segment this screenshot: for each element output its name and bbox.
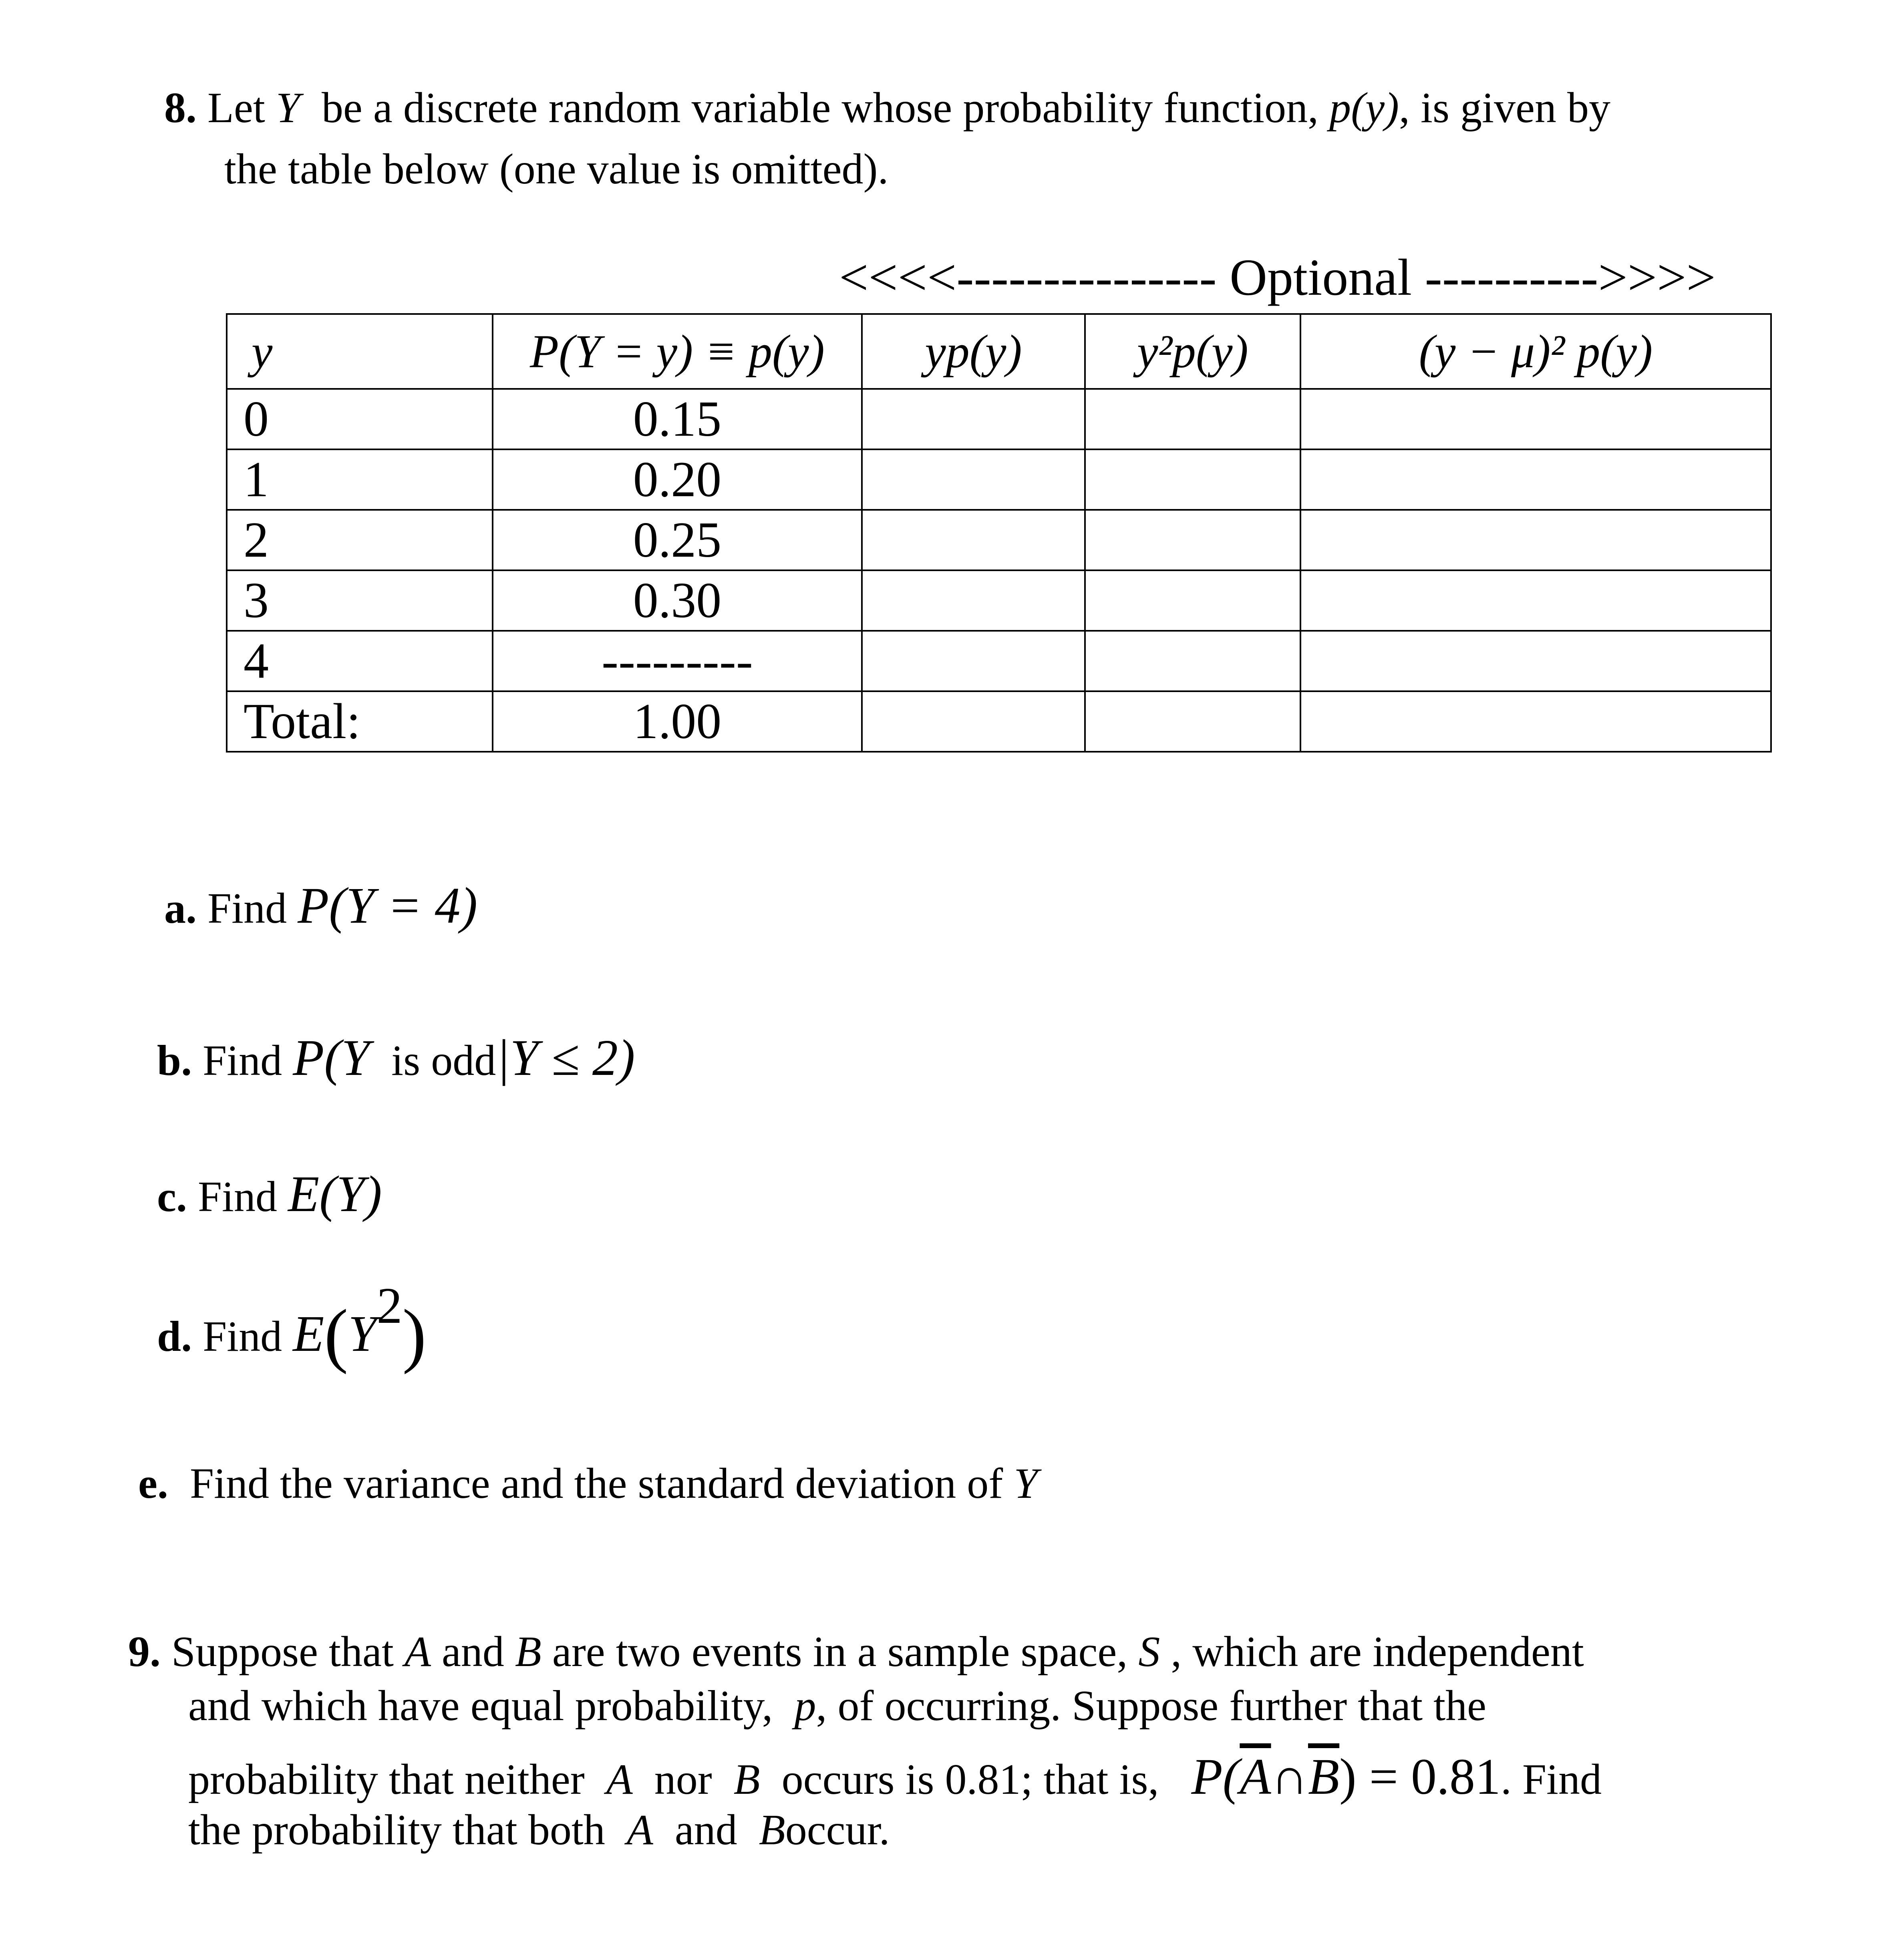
q9-line2: and which have equal probability, p, of occurring. Suppose further that the xyxy=(188,1682,1487,1730)
part-d-label: d. xyxy=(157,1313,192,1360)
q9-line4: the probability that both A and Boccur. xyxy=(188,1806,890,1854)
cell-empty xyxy=(862,570,1085,631)
part-c-label: c. xyxy=(157,1173,187,1221)
header-y2p: y²p(y) xyxy=(1085,314,1300,389)
part-a-label: a. xyxy=(164,885,197,932)
cell-empty xyxy=(1085,449,1300,510)
cell-empty xyxy=(1300,570,1771,631)
header-var: (y − μ)² p(y) xyxy=(1300,314,1771,389)
table-row xyxy=(227,510,1771,570)
cell-empty xyxy=(1300,691,1771,752)
cell-empty xyxy=(862,449,1085,510)
header-yp: yp(y) xyxy=(862,314,1085,389)
table-row xyxy=(227,570,1771,631)
q8-line2: the table below (one value is omitted). xyxy=(224,145,889,193)
cell-p: --------- xyxy=(493,631,862,691)
optional-banner: <<<<--------------- Optional ---------->>>> xyxy=(839,249,1716,306)
q9-line3: probability that neither A nor B occurs is 0.81; that is, $P(\overline{A}\cap\overline{B}) = 0.81$. Find xyxy=(188,1748,1602,1805)
part-d: d. Find $E(Y^2)$ xyxy=(157,1277,427,1374)
cell-total-value: 1.00 xyxy=(493,691,862,752)
part-a-expr: P(Y = 4) xyxy=(298,877,478,934)
part-c: c. Find E(Y) xyxy=(157,1165,382,1222)
cell-p: 0.15 xyxy=(493,389,862,449)
q9-line1: 9. Suppose that A and B are two events in a sample space, S , which are independent xyxy=(128,1628,1584,1676)
table-total-row xyxy=(227,691,1771,752)
header-p: P(Y = y) ≡ p(y) xyxy=(493,314,862,389)
cell-y: 1 xyxy=(227,449,493,510)
part-a: a. Find P(Y = 4) xyxy=(164,877,478,934)
part-b: b. Find P(Y is odd|Y ≤ 2) xyxy=(157,1029,635,1086)
part-e-label: e. xyxy=(138,1460,168,1507)
cell-y: 2 xyxy=(227,510,493,570)
part-b-label: b. xyxy=(157,1037,192,1085)
q9-number: 9. xyxy=(128,1628,161,1676)
cell-total-label: Total: xyxy=(227,691,493,752)
q9-expression: $P(\overline{A}\cap\overline{B}) = 0.81$ xyxy=(1191,1748,1501,1805)
cell-empty xyxy=(862,631,1085,691)
cell-empty xyxy=(862,691,1085,752)
cell-p: 0.30 xyxy=(493,570,862,631)
cell-y: 4 xyxy=(227,631,493,691)
cell-empty xyxy=(1085,570,1300,631)
cell-empty xyxy=(1085,691,1300,752)
probability-table xyxy=(226,313,1772,753)
q8-number: 8. xyxy=(164,84,197,132)
cell-empty xyxy=(1300,631,1771,691)
cell-empty xyxy=(1085,631,1300,691)
cell-empty xyxy=(862,389,1085,449)
cell-empty xyxy=(1085,510,1300,570)
cell-y: 0 xyxy=(227,389,493,449)
table-header-row xyxy=(227,314,1771,389)
table-row xyxy=(227,449,1771,510)
cell-empty xyxy=(1300,510,1771,570)
q8-line1: 8. Let Y be a discrete random variable whose probability function, p(y), is given by xyxy=(164,84,1611,132)
cell-p: 0.25 xyxy=(493,510,862,570)
cell-p: 0.20 xyxy=(493,449,862,510)
part-e: e. Find the variance and the standard deviation of Y xyxy=(138,1460,1038,1507)
part-c-expr: E(Y) xyxy=(288,1165,382,1222)
cell-empty xyxy=(1300,389,1771,449)
cell-empty xyxy=(1085,389,1300,449)
table-row xyxy=(227,631,1771,691)
table-row xyxy=(227,389,1771,449)
cell-empty xyxy=(1300,449,1771,510)
cell-empty xyxy=(862,510,1085,570)
cell-y: 3 xyxy=(227,570,493,631)
header-y: y xyxy=(227,314,493,389)
